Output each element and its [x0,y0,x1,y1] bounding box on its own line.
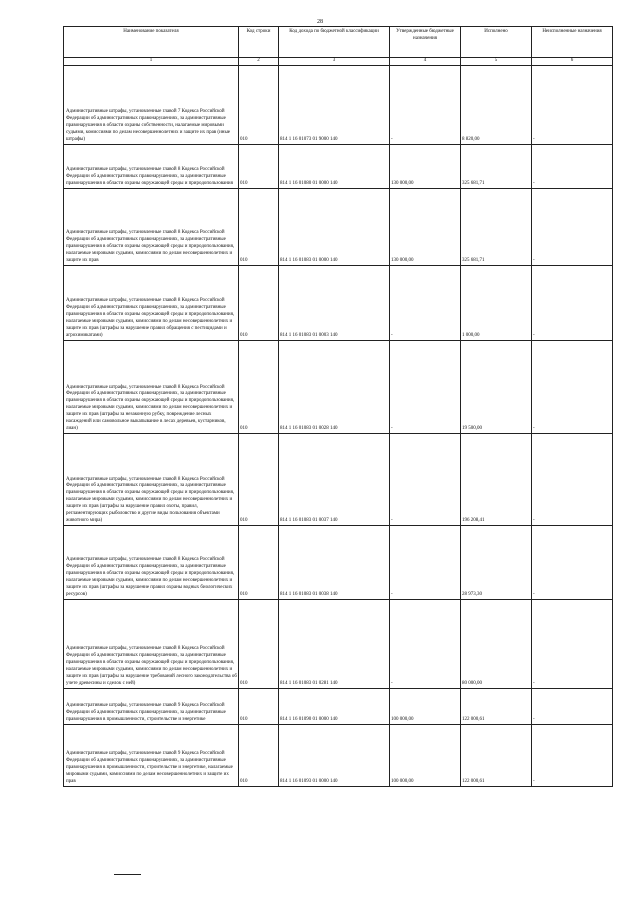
header-line-code: Код строки [239,27,279,58]
table-row [64,724,613,786]
line-code-cell: 010 [239,724,279,786]
unexecuted-cell: - [532,144,613,188]
executed-cell: 1 000,00 [461,265,532,340]
executed-cell: 325 681,71 [461,188,532,265]
column-number: 4 [390,58,461,66]
income-code-cell: 814 1 16 01083 01 0037 140 [279,433,390,525]
header-indicator-name: Наименование показателя [64,27,239,58]
table-row [64,265,613,340]
income-code-cell: 814 1 16 01080 01 0000 140 [279,144,390,188]
income-code-cell: 814 1 16 01083 01 0028 140 [279,340,390,433]
table-row [64,65,613,144]
unexecuted-cell: - [532,724,613,786]
indicator-name-cell: Административные штрафы, установленные главой 8 Кодекса Российской Федерации об административных правонарушениях, за административные правонарушения в области охраны окружающей среды и природопользования, налагаемые мировыми судьями, комиссиями по делам несовершеннолетних и защите их прав (штрафы за незаконную рубку, повреждение лесных насаждений или самовольное выкапывание в лесах деревьев, кустарников, лиан) [64,340,239,433]
column-number: 5 [461,58,532,66]
line-code-cell: 010 [239,525,279,599]
header-income-code: Код дохода по бюджетной классификации [279,27,390,58]
indicator-name-cell: Административные штрафы, установленные главой 8 Кодекса Российской Федерации об административных правонарушениях, за административные правонарушения в области охраны окружающей среды и природопользования, налагаемые мировыми судьями, комиссиями по делам несовершеннолетних и защите их прав [64,188,239,265]
approved-cell: - [390,525,461,599]
column-number: 1 [64,58,239,66]
column-number: 6 [532,58,613,66]
income-code-cell: 814 1 16 01090 01 0000 140 [279,688,390,724]
footer-rule [114,874,141,875]
executed-cell: 196 208,41 [461,433,532,525]
header-row [64,27,613,58]
income-code-cell: 814 1 16 01083 01 0000 140 [279,188,390,265]
executed-cell: 122 000,61 [461,688,532,724]
income-code-cell: 814 1 16 01093 01 0000 140 [279,724,390,786]
page-number: 28 [317,19,323,25]
header-executed: Исполнено [461,27,532,58]
approved-cell: - [390,265,461,340]
line-code-cell: 010 [239,144,279,188]
line-code-cell: 010 [239,433,279,525]
unexecuted-cell: - [532,265,613,340]
unexecuted-cell: - [532,688,613,724]
approved-cell: - [390,65,461,144]
indicator-name-cell: Административные штрафы, установленные главой 8 Кодекса Российской Федерации об административных правонарушениях, за административные правонарушения в области охраны окружающей среды и природопользования, налагаемые мировыми судьями, комиссиями по делам несовершеннолетних и защите их прав (штрафы за нарушение правил охоты, правил, регламентирующих рыболовство и другие виды пользования объектами животного мира) [64,433,239,525]
unexecuted-cell: - [532,188,613,265]
income-code-cell: 814 1 16 01083 01 0038 140 [279,525,390,599]
header-unexecuted: Неисполненные назначения [532,27,613,58]
indicator-name-cell: Административные штрафы, установленные главой 8 Кодекса Российской Федерации об административных правонарушениях, за административные правонарушения в области охраны окружающей среды и природопользования, налагаемые мировыми судьями, комиссиями по делам несовершеннолетних и защите их прав (штрафы за нарушение правил обращения с пестицидами и агрохимикатами) [64,265,239,340]
income-code-cell: 814 1 16 01083 01 0003 140 [279,265,390,340]
executed-cell: 8 820,00 [461,65,532,144]
table-row [64,433,613,525]
indicator-name-cell: Административные штрафы, установленные главой 7 Кодекса Российской Федерации об административных правонарушениях, за административные правонарушения в области охраны собственности, налагаемые мировыми судьями, комиссиями по делам несовершеннолетних и защите их прав (иные штрафы) [64,65,239,144]
indicator-name-cell: Административные штрафы, установленные главой 9 Кодекса Российской Федерации об административных правонарушениях, за административные правонарушения в промышленности, строительстве и энергетике, налагаемые мировыми судьями, комиссиями по делам несовершеннолетних и защите их прав [64,724,239,786]
indicator-name-cell: Административные штрафы, установленные главой 9 Кодекса Российской Федерации об административных правонарушениях, за административные правонарушения в промышленности, строительстве и энергетике [64,688,239,724]
executed-cell: 19 500,00 [461,340,532,433]
unexecuted-cell: - [532,525,613,599]
line-code-cell: 010 [239,599,279,688]
executed-cell: 325 681,71 [461,144,532,188]
column-number: 2 [239,58,279,66]
executed-cell: 80 000,00 [461,599,532,688]
unexecuted-cell: - [532,340,613,433]
approved-cell: - [390,599,461,688]
approved-cell: 100 000,00 [390,688,461,724]
indicator-name-cell: Административные штрафы, установленные главой 8 Кодекса Российской Федерации об административных правонарушениях, за административные правонарушения в области охраны окружающей среды и природопользования, налагаемые мировыми судьями, комиссиями по делам несовершеннолетних и защите их прав (штрафы за нарушение правил охраны водных биологических ресурсов) [64,525,239,599]
line-code-cell: 010 [239,688,279,724]
approved-cell: 130 000,00 [390,144,461,188]
table-row [64,525,613,599]
table-row [64,144,613,188]
line-code-cell: 010 [239,265,279,340]
table-row [64,188,613,265]
approved-cell: - [390,433,461,525]
table-row [64,340,613,433]
table-row [64,688,613,724]
line-code-cell: 010 [239,340,279,433]
income-code-cell: 814 1 16 01073 01 9000 140 [279,65,390,144]
column-number-row [64,58,613,66]
unexecuted-cell: - [532,599,613,688]
executed-cell: 122 000,61 [461,724,532,786]
unexecuted-cell: - [532,65,613,144]
approved-cell: 100 000,00 [390,724,461,786]
indicator-name-cell: Административные штрафы, установленные главой 8 Кодекса Российской Федерации об административных правонарушениях, за административные правонарушения в области охраны окружающей среды и природопользования, налагаемые мировыми судьями, комиссиями по делам несовершеннолетних и защите их прав (штрафы за нарушение требований лесного законодательства об учете древесины и сделок с ней) [64,599,239,688]
line-code-cell: 010 [239,65,279,144]
income-code-cell: 814 1 16 01083 01 0281 140 [279,599,390,688]
table-row [64,599,613,688]
column-number: 3 [279,58,390,66]
indicator-name-cell: Административные штрафы, установленные главой 8 Кодекса Российской Федерации об административных правонарушениях, за административные правонарушения в области охраны окружающей среды и природопользования [64,144,239,188]
header-approved: Утвержденные бюджетные назначения [390,27,461,58]
budget-execution-table [63,26,613,787]
executed-cell: 28 973,30 [461,525,532,599]
line-code-cell: 010 [239,188,279,265]
unexecuted-cell: - [532,433,613,525]
approved-cell: 130 000,00 [390,188,461,265]
approved-cell: - [390,340,461,433]
